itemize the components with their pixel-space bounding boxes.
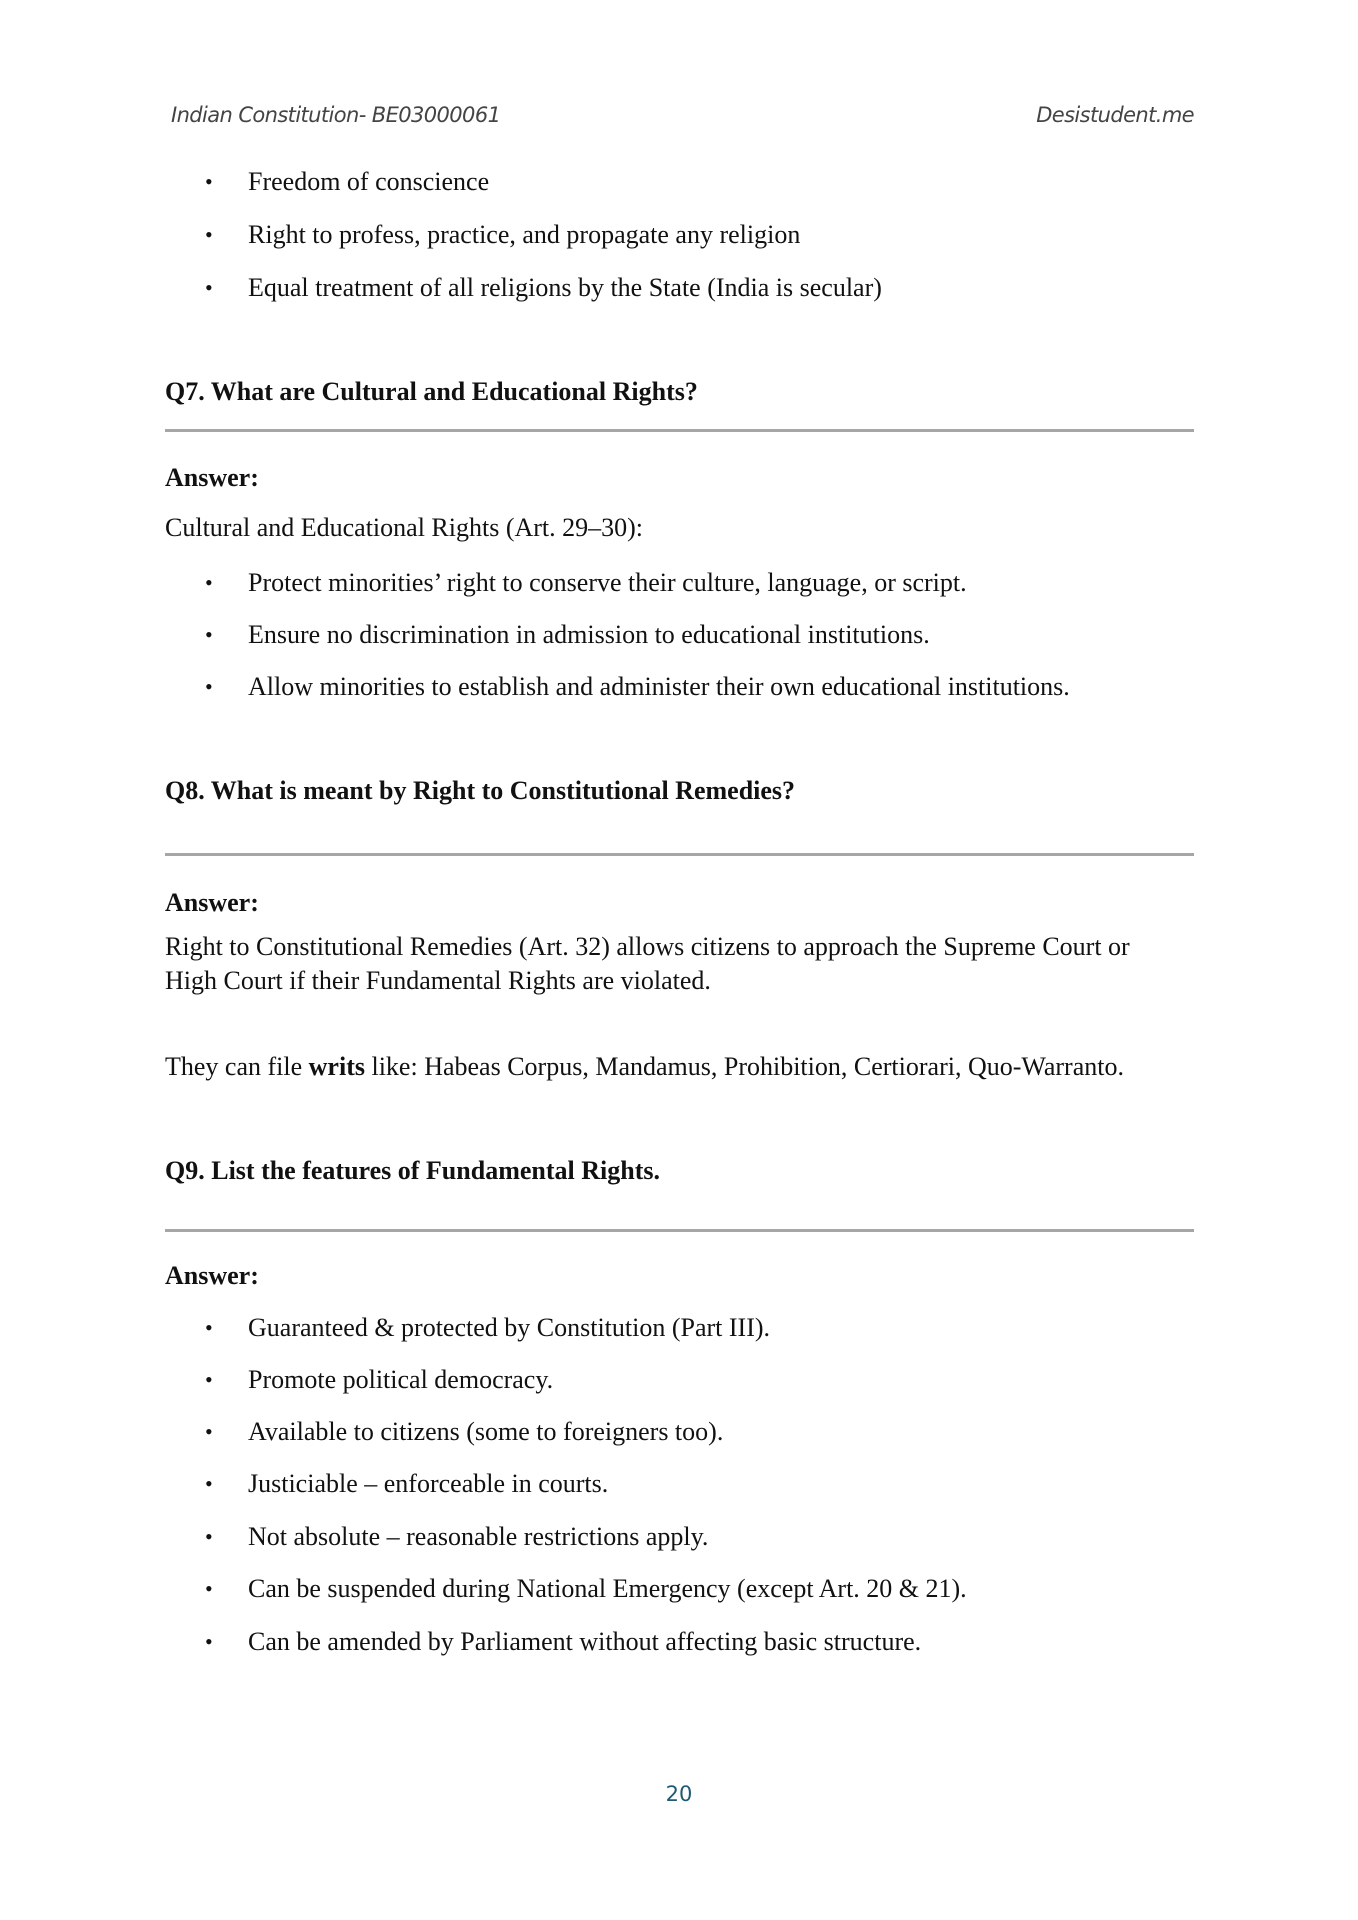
list-item-text: Justiciable – enforceable in courts. bbox=[248, 1469, 609, 1498]
answer-paragraph-line: High Court if their Fundamental Rights are violated. bbox=[165, 966, 711, 995]
list-item-text: Protect minorities’ right to conserve their culture, language, or script. bbox=[248, 568, 967, 597]
bullet-icon: • bbox=[205, 622, 213, 647]
section-divider bbox=[165, 1229, 1194, 1232]
question-heading-q7: Q7. What are Cultural and Educational Rights? bbox=[165, 377, 698, 406]
answer-paragraph-line: Right to Constitutional Remedies (Art. 32) allows citizens to approach the Supreme Court or bbox=[165, 932, 1130, 961]
list-item-text: Freedom of conscience bbox=[248, 167, 490, 196]
bullet-icon: • bbox=[205, 1471, 213, 1496]
answer-lead-text: Cultural and Educational Rights (Art. 29–30): bbox=[165, 513, 644, 542]
list-item-text: Promote political democracy. bbox=[248, 1365, 554, 1394]
answer-label: Answer: bbox=[165, 888, 259, 917]
question-heading-q9: Q9. List the features of Fundamental Rights. bbox=[165, 1156, 660, 1185]
list-item-text: Allow minorities to establish and administer their own educational institutions. bbox=[248, 672, 1070, 701]
list-item-text: Can be amended by Parliament without affecting basic structure. bbox=[248, 1627, 922, 1656]
header-course-title: Indian Constitution- BE03000061 bbox=[171, 103, 501, 127]
question-heading-q8: Q8. What is meant by Right to Constitutional Remedies? bbox=[165, 776, 796, 805]
header-site-name: Desistudent.me bbox=[1036, 103, 1194, 127]
bullet-icon: • bbox=[205, 1524, 213, 1549]
writs-prefix: They can file bbox=[165, 1052, 309, 1081]
bullet-icon: • bbox=[205, 674, 213, 699]
list-item-text: Guaranteed & protected by Constitution (Part III). bbox=[248, 1313, 771, 1342]
list-item-text: Can be suspended during National Emergency (except Art. 20 & 21). bbox=[248, 1574, 967, 1603]
writs-paragraph bbox=[165, 1051, 1124, 1083]
bullet-icon: • bbox=[205, 1419, 213, 1444]
bullet-icon: • bbox=[205, 570, 213, 595]
section-divider bbox=[165, 853, 1194, 856]
bullet-icon: • bbox=[205, 1629, 213, 1654]
writs-suffix: like: Habeas Corpus, Mandamus, Prohibition, Certiorari, Quo-Warranto. bbox=[364, 1052, 1124, 1081]
list-item-text: Right to profess, practice, and propagate any religion bbox=[248, 220, 801, 249]
bullet-icon: • bbox=[205, 169, 213, 194]
bullet-icon: • bbox=[205, 275, 213, 300]
bullet-icon: • bbox=[205, 1576, 213, 1601]
bullet-icon: • bbox=[205, 1315, 213, 1340]
writs-emphasis: writs bbox=[308, 1052, 365, 1081]
list-item-text: Equal treatment of all religions by the State (India is secular) bbox=[248, 273, 882, 302]
list-item-text: Available to citizens (some to foreigners too). bbox=[248, 1417, 724, 1446]
answer-label: Answer: bbox=[165, 463, 259, 492]
page-number: 20 bbox=[665, 1782, 693, 1806]
answer-label: Answer: bbox=[165, 1261, 259, 1290]
bullet-icon: • bbox=[205, 1367, 213, 1392]
list-item-text: Ensure no discrimination in admission to educational institutions. bbox=[248, 620, 930, 649]
bullet-icon: • bbox=[205, 222, 213, 247]
list-item-text: Not absolute – reasonable restrictions apply. bbox=[248, 1522, 709, 1551]
section-divider bbox=[165, 429, 1194, 432]
